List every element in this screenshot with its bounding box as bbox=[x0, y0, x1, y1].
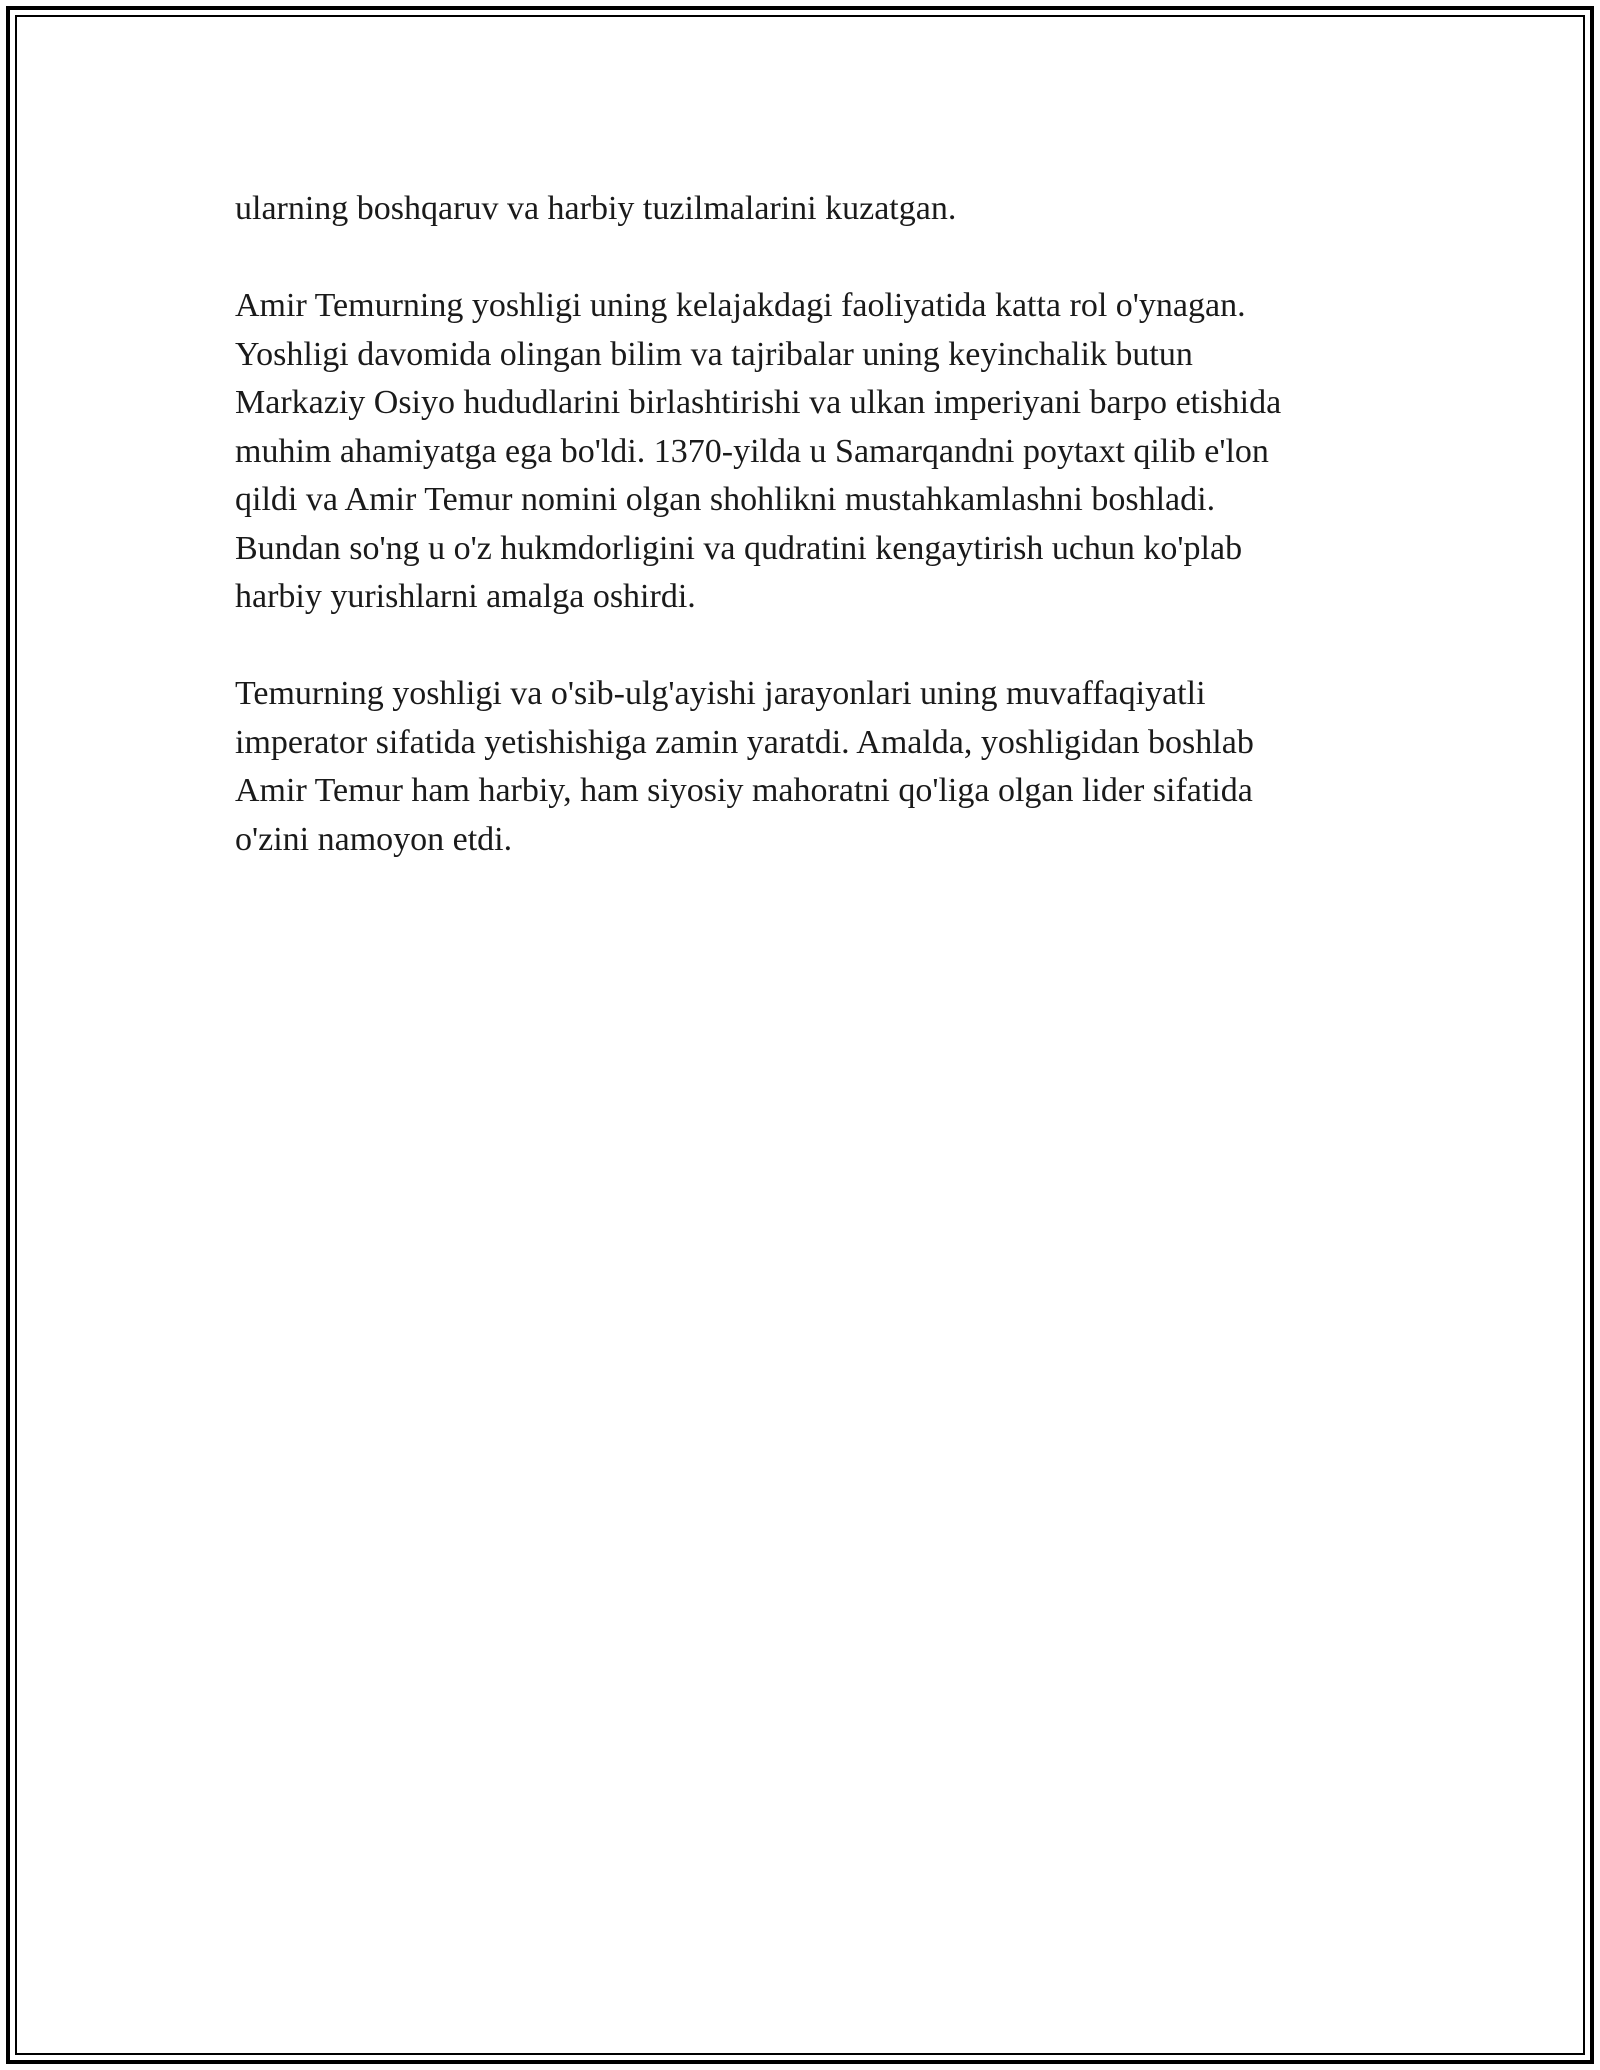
text-line: harbiy yurishlarni amalga oshirdi. bbox=[235, 578, 696, 615]
text-line: Yoshligi davomida olingan bilim va tajribalar uning keyinchalik butun bbox=[235, 335, 1193, 373]
text-line: qildi va Amir Temur nomini olgan shohlikni mustahkamlashni boshladi. bbox=[235, 481, 1216, 518]
text-line: ularning boshqaruv va harbiy tuzilmalarini kuzatgan. bbox=[235, 190, 957, 227]
text-line: imperator sifatida yetishishiga zamin yaratdi. Amalda, yoshligidan boshlab bbox=[235, 723, 1254, 761]
text-line: Bundan so'ng u o'z hukmdorligini va qudratini kengaytirish uchun ko'plab bbox=[235, 529, 1243, 567]
text-line: Temurning yoshligi va o'sib-ulg'ayishi jarayonlari uning muvaffaqiyatli bbox=[235, 675, 1206, 712]
paragraph-2 bbox=[235, 282, 1415, 622]
paragraph-1 bbox=[235, 185, 1415, 234]
paragraph-3 bbox=[235, 670, 1415, 864]
text-line: o'zini namoyon etdi. bbox=[235, 820, 513, 858]
document-body bbox=[235, 185, 1415, 913]
text-line: muhim ahamiyatga ega bo'ldi. 1370-yilda u Samarqandni poytaxt qilib e'lon bbox=[235, 432, 1269, 470]
text-line: Amir Temurning yoshligi uning kelajakdagi faoliyatida katta rol o'ynagan. bbox=[235, 287, 1246, 324]
text-line: Amir Temur ham harbiy, ham siyosiy mahoratni qo'liga olgan lider sifatida bbox=[235, 772, 1253, 809]
text-line: Markaziy Osiyo hududlarini birlashtirishi va ulkan imperiyani barpo etishida bbox=[235, 384, 1282, 421]
